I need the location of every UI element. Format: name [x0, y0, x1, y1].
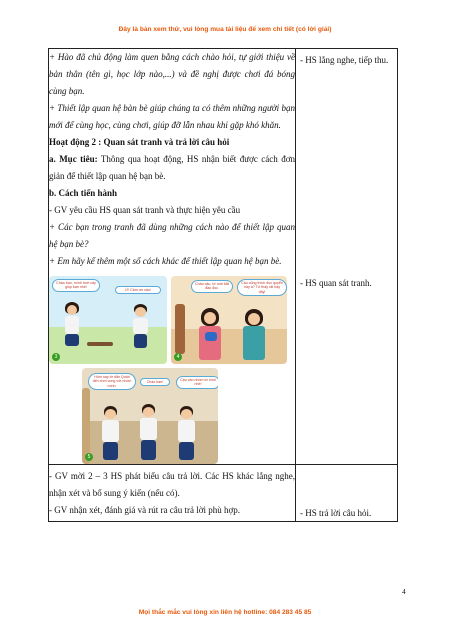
goal-text: Thông qua hoạt động, HS nhận biết được cách đơn giản để thiết lập quan hệ bạn bè. [49, 154, 295, 181]
activity-title: Hoạt động 2 : Quan sát tranh và trả lời câu hỏi [49, 137, 230, 147]
hotline-footer: Mọi thắc mắc vui lòng xin liên hệ hotline: 084 283 45 85 [138, 609, 312, 616]
boy-pants [141, 440, 156, 460]
book [205, 332, 217, 341]
illustration-3 [49, 276, 167, 364]
paragraph-friendship-benefit: + Thiết lập quan hệ bàn bè giúp chúng ta có thêm những người bạn mới để cùng học, cùng chơi, giúp đỡ lẫn nhau khi gặp khó khăn. [49, 103, 295, 130]
girl-head [248, 313, 260, 325]
teacher-summary-cell [49, 465, 296, 522]
paragraph-hao-greeting: + Hào đã chủ động làm quen bằng cách chào hỏi, tự giới thiệu về bản thân (tên gì, học lớp nào,...) và đề nghị được chơi đá bóng cùng bạn. [49, 52, 295, 96]
student-response-2: - HS quan sát tranh. [300, 278, 372, 288]
boy-head [181, 409, 192, 419]
goal-label: a. Mục tiêu: [49, 154, 98, 164]
question-1: + Các bạn trong tranh đã dùng những cách nào để thiết lập quan hệ bạn bè? [49, 222, 295, 249]
girl-dress [243, 326, 265, 360]
garden-hoe [87, 342, 113, 346]
boy-shirt [133, 318, 148, 334]
student-column [296, 49, 398, 465]
speech-bubble: Hôm nay tớ dẫn Quân đến chơi cùng với nhóm mình. [88, 373, 136, 390]
boy-shirt [102, 420, 119, 442]
summary-step-2: - GV nhận xét, đánh giá và rút ra câu trả lời phù hợp. [49, 505, 241, 515]
method-step-1: - GV yêu cầu HS quan sát tranh và thực hiện yêu cầu [49, 205, 241, 215]
boy-head [143, 407, 154, 417]
picture-number: 4 [174, 353, 182, 361]
speech-bubble: Chào cậu, tớ mới bắt đầu đọc. [191, 280, 233, 293]
boy-shorts [134, 334, 147, 348]
student-response-1: - HS lắng nghe, tiếp thu. [300, 55, 389, 65]
speech-bubble: Cậu cũng thích đọc quyển này à? Tớ thấy rất hay đấy! [237, 279, 287, 296]
student-response-3: - HS trả lời câu hỏi. [300, 508, 372, 518]
speech-bubble: Ừ! Cảm ơn cậu! [115, 286, 161, 294]
page-number: 4 [402, 587, 406, 596]
goal-paragraph [49, 151, 295, 185]
boy-head [105, 409, 116, 419]
lesson-table [48, 48, 398, 522]
girl-head [204, 312, 216, 324]
preview-banner: Đây là bản xem thử, vui lòng mua tài liệu để xem chi tiết (có lời giải) [118, 26, 332, 33]
method-label: b. Cách tiến hành [49, 188, 118, 198]
summary-step-1: - GV mời 2 – 3 HS phát biểu câu trả lời. Các HS khác lắng nghe, nhận xét và bổ sung ý kiến (nếu có). [49, 471, 295, 498]
boy-head [135, 307, 146, 317]
boy-shirt [140, 418, 157, 440]
question-2: + Em hãy kể thêm một số cách khác để thiết lập quan hệ bạn bè. [49, 256, 282, 266]
teacher-column [49, 49, 296, 465]
illustration-4 [171, 276, 287, 364]
student-summary-cell [296, 465, 398, 522]
picture-row-top [49, 276, 295, 364]
girl-head [67, 305, 77, 315]
girl-shirt [65, 316, 79, 334]
boy-pants [103, 442, 118, 460]
speech-bubble: Cậu vào nhóm tớ chơi nhé! [176, 376, 218, 389]
picture-number: 5 [85, 453, 93, 461]
illustration-5 [82, 368, 218, 464]
girl-skirt [65, 334, 79, 346]
boy-shirt [178, 420, 195, 442]
speech-bubble: Chào bạn! [140, 378, 170, 386]
picture-number: 3 [52, 353, 60, 361]
speech-bubble: Chào bạn, mình tưới cây giúp bạn nhé! [52, 279, 100, 292]
boy-pants [179, 442, 194, 460]
bookshelf [175, 304, 185, 354]
